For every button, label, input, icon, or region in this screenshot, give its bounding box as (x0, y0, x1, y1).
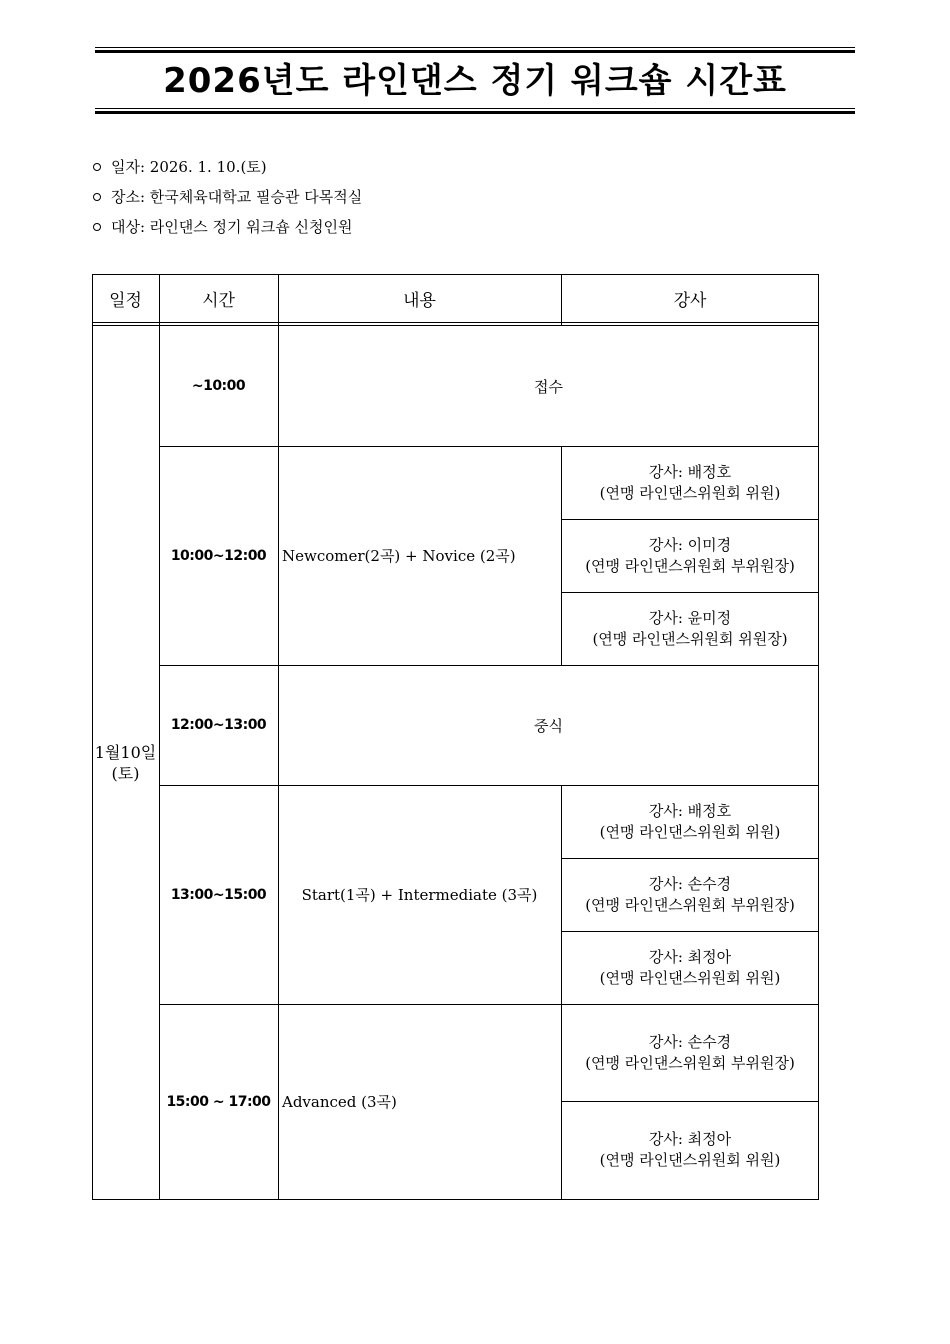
title-rule-bottom (95, 108, 855, 109)
content-cell: Newcomer(2곡) + Novice (2곡) (282, 547, 516, 565)
header-date: 일정 (109, 290, 142, 311)
title-rule-top (95, 47, 855, 48)
header-instructor: 강사 (673, 290, 707, 311)
instructor-name: 강사: 손수경 (648, 874, 732, 893)
header-divider (92, 322, 819, 323)
title-rule-bottom-thick (95, 111, 855, 114)
date-cell-day: 1월10일 (94, 742, 157, 762)
instructor-cell (561, 1101, 819, 1199)
info-date (93, 152, 362, 182)
title-box (95, 47, 855, 115)
instructor-cell (561, 785, 819, 858)
time-cell: 15:00 ~ 17:00 (166, 1093, 271, 1110)
time-cell: 10:00~12:00 (170, 547, 267, 564)
instructor-role: (연맹 라인댄스위원회 위원) (599, 483, 781, 502)
instructor-role: (연맹 라인댄스위원회 위원장) (592, 629, 788, 648)
instructor-name: 강사: 최정아 (648, 947, 732, 966)
time-cell: ~10:00 (191, 378, 246, 394)
date-cell-weekday: (토) (111, 763, 140, 783)
page-title: 2026년도 라인댄스 정기 워크숍 시간표 (163, 61, 787, 101)
instructor-name: 강사: 윤미정 (648, 608, 732, 627)
event-info (93, 152, 362, 242)
instructor-cell (561, 519, 819, 592)
info-venue (93, 182, 362, 212)
instructor-cell (561, 1004, 819, 1101)
info-target (93, 212, 362, 242)
instructor-cell (561, 592, 819, 665)
instructor-role: (연맹 라인댄스위원회 위원) (599, 822, 781, 841)
instructor-name: 강사: 이미경 (648, 535, 732, 554)
circle-bullet-icon (93, 163, 101, 171)
date-cell (92, 326, 159, 1199)
header-time: 시간 (202, 290, 235, 311)
header-content: 내용 (403, 290, 436, 311)
time-cell: 12:00~13:00 (170, 717, 267, 733)
instructor-cell (561, 446, 819, 519)
content-cell: Advanced (3곡) (282, 1093, 397, 1111)
instructor-name: 강사: 최정아 (648, 1130, 732, 1148)
content-cell: Start(1곡) + Intermediate (3곡) (301, 886, 538, 904)
instructor-name: 강사: 손수경 (648, 1032, 732, 1051)
instructor-name: 강사: 배정호 (648, 462, 732, 481)
instructor-name: 강사: 배정호 (648, 801, 732, 820)
table-border-bottom (92, 1199, 819, 1200)
instructor-cell (561, 931, 819, 1004)
title-rule-top-thick (95, 50, 855, 53)
content-cell: 접수 (534, 377, 563, 396)
time-cell: 13:00~15:00 (170, 886, 267, 903)
instructor-cell (561, 858, 819, 931)
instructor-role: (연맹 라인댄스위원회 위원) (599, 1151, 781, 1169)
circle-bullet-icon (93, 193, 101, 201)
info-venue-text: 장소: 한국체육대학교 필승관 다목적실 (111, 188, 363, 206)
info-date-text: 일자: 2026. 1. 10.(토) (111, 158, 267, 176)
instructor-role: (연맹 라인댄스위원회 부위원장) (585, 1053, 795, 1072)
instructor-role: (연맹 라인댄스위원회 위원) (599, 968, 781, 987)
instructor-role: (연맹 라인댄스위원회 부위원장) (585, 895, 795, 914)
info-target-text: 대상: 라인댄스 정기 워크숍 신청인원 (111, 218, 353, 236)
schedule-table (92, 274, 819, 1200)
content-cell: 중식 (534, 716, 563, 735)
circle-bullet-icon (93, 223, 101, 231)
instructor-role: (연맹 라인댄스위원회 부위원장) (585, 556, 795, 575)
